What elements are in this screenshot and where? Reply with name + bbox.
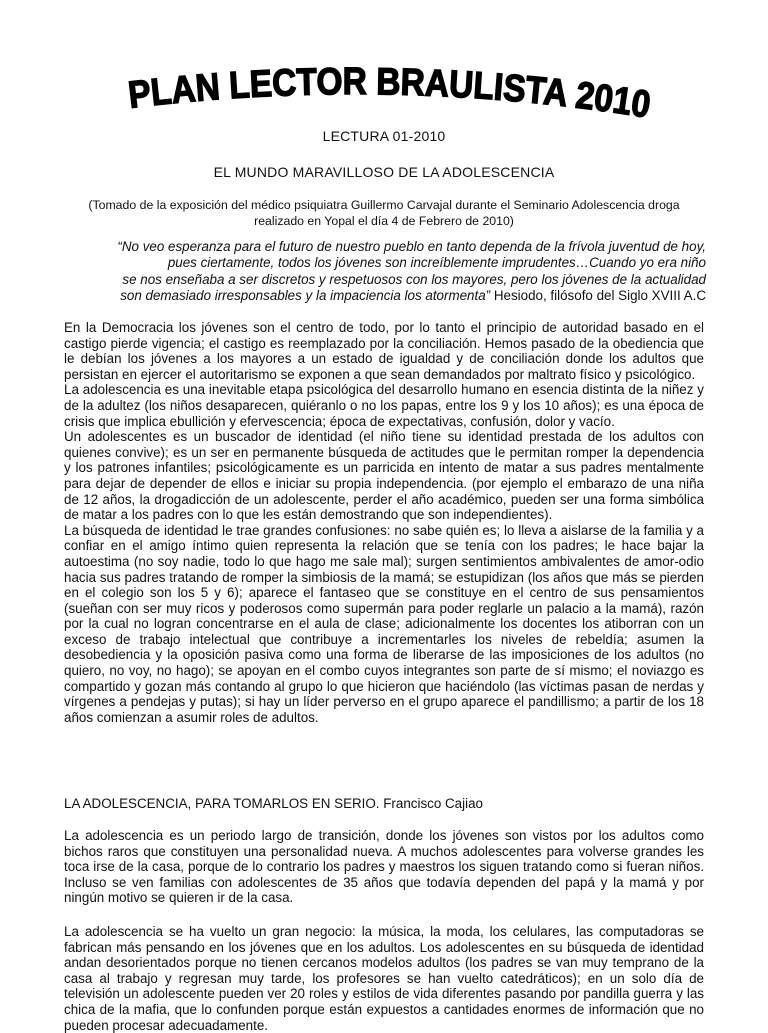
reading-number: LECTURA 01-2010 — [322, 128, 446, 144]
quote-author: Hesiodo, filósofo del Siglo XVIII A.C — [493, 288, 706, 304]
quote-line: pues ciertamente, todos los jóvenes son increíblemente imprudentes…Cuando yo era niño — [167, 255, 706, 271]
quote-line: se nos enseñaba a ser discretos y respetuosos con los mayores, pero los jóvenes de la actualidad — [122, 271, 706, 287]
paragraph: La adolescencia se ha vuelto un gran negocio: la música, la moda, los celulares, las computadoras se fabrican más pensando en los jóvenes que en los adultos. Los adolescentes en su búsqueda de identidad andan desorientados porque no tienen cercanos modelos adultos (los padres se van muy temprano de la casa al trabajo y regresan muy tarde, los profesores se han vuelto catedráticos); en un solo día de televisión un adolescente pueden ver 20 roles y estilos de vida diferentes pasando por pandilla guerra y las chica de la mafia, que lo confunden porque están expuestos a cantidades enormes de información que no pueden procesar adecuadamente. — [64, 924, 704, 1033]
section-1-body — [64, 320, 704, 725]
paragraph: La adolescencia es una inevitable etapa psicológica del desarrollo humano en esencia distinta de la niñez y de la adultez (los niños desaparecen, quiéranlo o no los papas, entre los 9 y los 10 años); es una época de crisis que implica ebullición y efervescencia; época de expectativas, confusión, dolor y vacío. — [64, 382, 704, 429]
source-line: realizado en Yopal el día 4 de Febrero de 2010) — [254, 214, 514, 228]
quote-line: “No veo esperanza para el futuro de nuestro pueblo en tanto dependa de la frívola juventud de hoy, — [117, 239, 706, 254]
banner-title-text: PLAN LECTOR BRAULISTA 2010 — [126, 61, 656, 127]
quote-line: son demasiado irresponsables y la impaciencia los atormenta” Hesiodo, filósofo del Siglo XVIII A.C — [120, 288, 706, 304]
banner-title — [120, 48, 660, 138]
section-2-paragraph-2 — [64, 924, 704, 1033]
source-line: (Tomado de la exposición del médico psiquiatra Guillermo Carvajal durante el Seminario Adolescencia droga — [88, 198, 680, 212]
paragraph: La adolescencia es un periodo largo de transición, donde los jóvenes son vistos por los adultos como bichos raros que constituyen una personalidad nueva. A muchos adolescentes para volverse grandes les toca irse de la casa, porque de lo contrario los padres y maestros los siguen tratando como si fueran niños. Incluso se ven familias con adolescentes de 35 años que todavía dependen del papá y la mamá y por ningún motivo se quieren ir de la casa. — [64, 828, 704, 906]
banner-title-art — [120, 48, 660, 138]
paragraph: La búsqueda de identidad le trae grandes confusiones: no sabe quién es; lo lleva a aislarse de la familia y a confiar en el amigo íntimo quien representa la relación que se tenía con los padres; le hace bajar la autoestima (no soy nadie, todo lo que hago me sale mal); surgen sentimientos ambivalentes de amor-odio hacia sus padres tratando de romper la simbiosis de la mamá; se estupidizan (los años que más se pierden en el colegio son los 5 y 6); aparece el fantaseo que se constituye en el centro de sus pensamientos (sueñan con ser muy ricos y poderosos como supermán para poder reglarle un palacio a la mamá), razón por la cual no logran concentrarse en el aula de clase; adicionalmente los docentes los atiborran con un exceso de trabajo intelectual que contribuye a incrementarles los niveles de rebeldía; asumen la desobediencia y la oposición pasiva como una forma de liberarse de las imposiciones de los adultos (no quiero, no voy, no hago); se apoyan en el combo cuyos integrantes son parte de sí mismo; el noviazgo es compartido y gozan más contando al grupo lo que hicieron que haciéndolo (las víctimas pasan de nerdas y vírgenes a pendejas y putas); si hay un líder perverso en el grupo aparece el pandillismo; a partir de los 18 años comienzan a asumir roles de adultos. — [64, 522, 704, 725]
source-note — [70, 197, 698, 229]
section-2-paragraph-1 — [64, 828, 704, 906]
paragraph: En la Democracia los jóvenes son el centro de todo, por lo tanto el principio de autoridad basado en el castigo pierde vigencia; el castigo es reemplazado por la conciliación. Hemos pasado de la obediencia que le debían los jóvenes a los mayores a un estado de igualdad y de conciliación donde los adultos que persistan en ejercer el autoritarismo se exponen a que sean demandados por maltrato físico y psicológico. — [64, 320, 704, 382]
section-2-heading: LA ADOLESCENCIA, PARA TOMARLOS EN SERIO. Francisco Cajiao — [64, 796, 483, 811]
reading-title: EL MUNDO MARAVILLOSO DE LA ADOLESCENCIA — [213, 164, 555, 180]
epigraph-quote — [64, 239, 706, 305]
paragraph: Un adolescentes es un buscador de identidad (el niño tiene su identidad prestada de los adultos con quienes convive); es un ser en permanente búsqueda de actitudes que le permitan romper la dependencia y los patrones infantiles; psicológicamente es un parricida en intento de matar a sus padres mentalmente para dejar de depender de ellos e iniciar su propia independencia. (por ejemplo el embarazo de una niña de 12 años, la drogadicción de un adolescente, perder el año académico, pueden ser una forma simbólica de matar a los padres con lo que les están demostrando que son independientes). — [64, 429, 704, 523]
